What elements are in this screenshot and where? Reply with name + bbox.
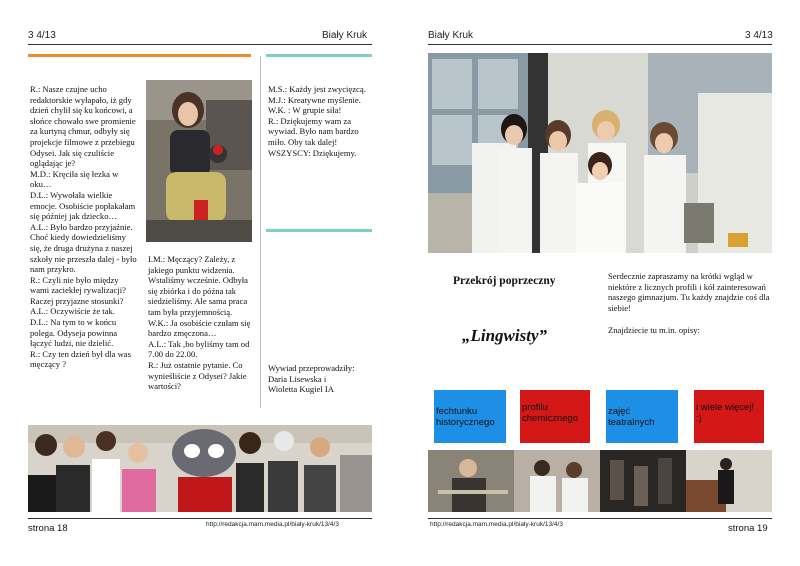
interview-column-2: I.M.: Męczący? Zależy, z jakiego punktu widzenia. Wstaliśmy wcześnie. Odbyła się zbiórka i do późna tak siedzieliśmy. Ale sama praca tam była przyjemnością. W.K.: Ja osobiście czułam się bardzo zmęczona… A.L.: Tak ,bo byliśmy tam od 7.00 do 22.00. R.: Już ostatnie pytanie. Co wynieśliście z Odysei? Jakie wartości? — [148, 254, 251, 392]
box-more[interactable] — [694, 390, 764, 443]
find-text: Znajdziecie tu m.in. opisy: — [608, 325, 700, 335]
left-issue-number: 3 4/13 — [28, 30, 56, 41]
box-theatre-label: zajęć teatralnych — [608, 405, 655, 428]
invite-text: Serdecznie zapraszamy na krótki wgląd w niektóre z licznych profili i kół zainteresowań naszego gimnazjum. Tu każdy znajdzie coś dla siebie! — [608, 271, 770, 313]
lab-photo — [428, 53, 772, 253]
orange-rule — [28, 54, 251, 57]
left-page-number: strona 18 — [28, 523, 68, 534]
group-photo — [28, 425, 372, 512]
right-magazine-name: Biały Kruk — [428, 30, 474, 41]
box-more-label: i wiele więcej! :) — [696, 402, 755, 424]
box-fencing-label: fechtunku historycznego — [436, 405, 495, 428]
box-fencing[interactable] — [434, 390, 506, 443]
teal-rule-top — [266, 54, 372, 57]
section-title: Przekrój poprzeczny — [453, 275, 556, 287]
box-chemistry[interactable] — [520, 390, 590, 443]
chemistry-photo — [514, 450, 600, 512]
interview-column-3: M.S.: Każdy jest zwycięzcą. M.J.: Kreatywne myślenie. W.K. : W grupie siła! R.: Dziękujemy wam za wywiad. Było nam bardzo miło. Oby tak dalej! WSZYSCY: Dziękujemy. — [268, 84, 366, 158]
interview-credits: Wywiad przeprowadziły: Daria Lisewska i Wioletta Kugiel IA — [268, 363, 355, 395]
right-footer-rule — [428, 518, 772, 519]
right-issue-number: 3 4/13 — [745, 30, 773, 41]
left-footer-rule — [28, 518, 372, 519]
right-header-rule — [428, 44, 772, 45]
column-divider — [260, 56, 261, 408]
theatre-photo — [600, 450, 686, 512]
right-page-number: strona 19 — [728, 523, 768, 534]
music-photo — [686, 450, 772, 512]
teal-rule-mid — [266, 229, 372, 232]
right-page-url[interactable]: http://redakcja.mam.media.pl/bialy-kruk/13/4/3 — [430, 521, 563, 528]
fencing-photo — [428, 450, 514, 512]
left-page-url[interactable]: http://redakcja.mam.media.pl/bialy-kruk/13/4/3 — [206, 521, 339, 528]
left-magazine-name: Biały Kruk — [322, 30, 368, 41]
club-name: „Lingwisty” — [462, 326, 548, 345]
girl-photo — [146, 80, 252, 242]
box-chemistry-label: profilu chemicznego — [522, 402, 578, 424]
left-header-rule — [28, 44, 372, 45]
box-theatre[interactable] — [606, 390, 678, 443]
interview-column-1: R.: Nasze czujne ucho redaktorskie wyłapało, iż gdy dzień chylił się ku końcowi, a słońce chowało swe promienie za kurtyną chmur, odbyły się projekcje filmowe z przebiegu Odysei. Jak się czuliście oglądając je? M.D.: Kręciła się łezka w oku… D.L.: Wywołała wielkie emocje. Osobiście popłakałam się później jak dziecko… A.L.: Było bardzo przyjaźnie. Choć kiedy dowiedzieliśmy się, że druga drużyna z naszej szkoły nie przeszła dalej - było nam przykro. R.: Czyli nie było między wami zaciekłej rywalizacji? Raczej przyjazne stosunki? A.L.: Oczywiście że tak. D.L.: Na tym to w końcu polega. Odyseja powinna łączyć ludzi, nie dzielić. R.: Czy ten dzień był dla was męczący ? — [30, 84, 137, 370]
